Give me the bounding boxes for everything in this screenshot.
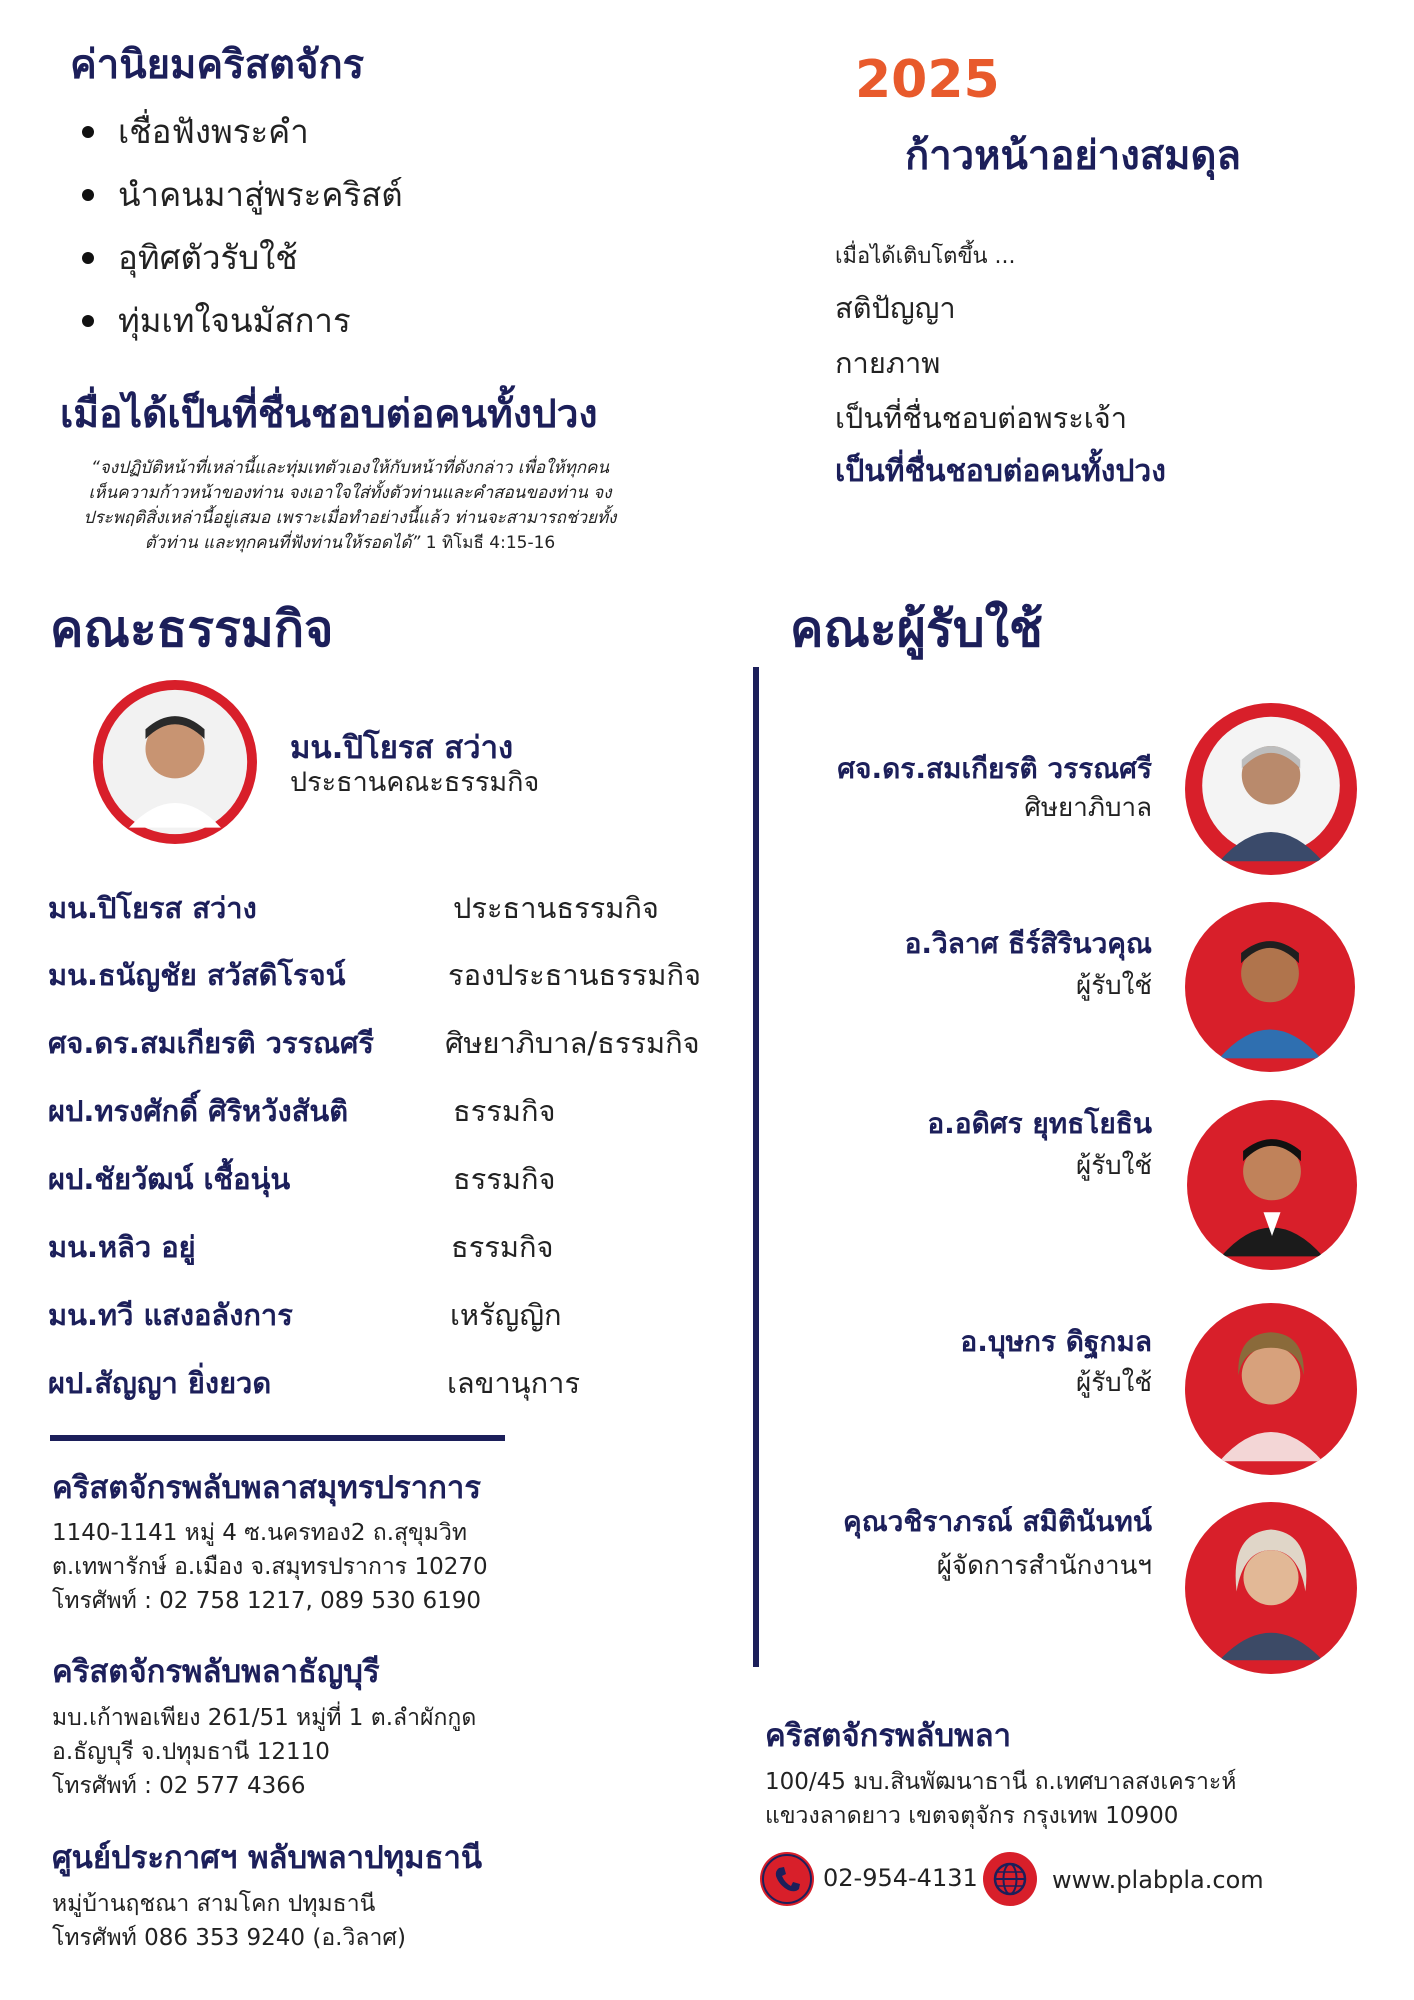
main-church-phone[interactable]: 02-954-4131: [823, 1864, 978, 1892]
branch-address-line: ต.เทพารักษ์ อ.เมือง จ.สมุทรปราการ 10270: [52, 1554, 488, 1580]
quote-line: ตัวท่าน และทุกคนที่ฟังท่านให้รอดได้”: [144, 533, 421, 553]
board-member-role: ธรรมกิจ: [451, 1230, 554, 1264]
staff-member-role: ผู้รับใช้: [1075, 1368, 1152, 1398]
year-label: 2025: [855, 50, 1000, 110]
values-list: [82, 100, 403, 352]
staff-avatar: [1185, 902, 1355, 1072]
board-member-role: เหรัญญิก: [450, 1298, 562, 1332]
branch-name: คริสตจักรพลับพลาธัญบุรี: [52, 1654, 380, 1690]
main-church-name: คริสตจักรพลับพลา: [765, 1718, 1011, 1754]
staff-avatar: [1185, 1303, 1357, 1475]
chair-role: ประธานคณะธรรมกิจ: [290, 767, 540, 798]
quote-line: “จงปฏิบัติหน้าที่เหล่านี้และทุ่มเทตัวเองให้กับหน้าที่ดังกล่าว เพื่อให้ทุกคน: [90, 458, 610, 478]
chair-name: มน.ปิโยรส สว่าง: [290, 730, 514, 766]
staff-avatar: [1185, 703, 1357, 875]
board-member-name: ศจ.ดร.สมเกียรติ วรรณศรี: [48, 1026, 374, 1060]
values-title: ค่านิยมคริสตจักร: [70, 42, 365, 88]
branch-address-line: อ.ธัญบุรี จ.ปทุมธานี 12110: [52, 1739, 330, 1765]
board-member-name: ผป.ทรงศักดิ์ ศิริหวังสันติ: [48, 1094, 349, 1128]
board-member-name: มน.ธนัญชัย สวัสดิโรจน์: [48, 958, 346, 992]
column-divider: [753, 667, 759, 1667]
branch-address-line: มบ.เก้าพอเพียง 261/51 หมู่ที่ 1 ต.ลำผักกูด: [52, 1705, 477, 1731]
motto-title: เมื่อได้เป็นที่ชื่นชอบต่อคนทั้งปวง: [60, 392, 598, 437]
staff-member-role: ศิษยาภิบาล: [1024, 793, 1152, 823]
growth-intro: เมื่อได้เติบโตขึ้น ...: [835, 244, 1016, 269]
section-divider: [50, 1435, 505, 1441]
quote-reference: 1 ทิโมธี 4:15-16: [425, 533, 556, 553]
branch-name: คริสตจักรพลับพลาสมุทรปราการ: [52, 1470, 481, 1506]
board-member-role: ธรรมกิจ: [453, 1162, 556, 1196]
staff-member-role: ผู้รับใช้: [1075, 1151, 1152, 1181]
values-item: นำคนมาสู่พระคริสต์: [82, 163, 403, 226]
quote-line: เห็นความก้าวหน้าของท่าน จงเอาใจใส่ทั้งตัวท่านและคำสอนของท่าน จง: [88, 483, 612, 503]
board-member-role: เลขานุการ: [447, 1366, 581, 1400]
values-item: ทุ่มเทใจนมัสการ: [82, 289, 403, 352]
bible-quote: [50, 456, 650, 556]
branch-address-line: 1140-1141 หมู่ 4 ซ.นครทอง2 ถ.สุขุมวิท: [52, 1520, 468, 1546]
branch-phone: โทรศัพท์ : 02 577 4366: [52, 1773, 306, 1799]
main-church-address-line: แขวงลาดยาว เขตจตุจักร กรุงเทพ 10900: [765, 1803, 1179, 1829]
phone-icon: [760, 1852, 814, 1906]
values-item: อุทิศตัวรับใช้: [82, 226, 403, 289]
growth-item: กายภาพ: [835, 346, 941, 380]
staff-member-role: ผู้จัดการสำนักงานฯ: [936, 1551, 1152, 1581]
staff-member-name: อ.อดิศร ยุทธโยธิน: [927, 1107, 1152, 1140]
globe-icon: [983, 1852, 1037, 1906]
year-theme: ก้าวหน้าอย่างสมดุล: [905, 133, 1242, 179]
board-member-name: ผป.ชัยวัฒน์ เชื้อนุ่น: [48, 1162, 291, 1196]
board-title: คณะธรรมกิจ: [50, 600, 334, 658]
staff-member-name: คุณวชิราภรณ์ สมิตินันทน์: [842, 1505, 1152, 1538]
growth-item: สติปัญญา: [835, 291, 956, 325]
board-member-name: มน.ทวี แสงอลังการ: [48, 1298, 293, 1332]
board-member-role: ศิษยาภิบาล/ธรรมกิจ: [445, 1026, 700, 1060]
staff-member-name: อ.บุษกร ดิฐกมล: [960, 1325, 1152, 1358]
staff-title: คณะผู้รับใช้: [790, 600, 1043, 658]
branch-phone: โทรศัพท์ 086 353 9240 (อ.วิลาศ): [52, 1925, 406, 1951]
quote-line: ประพฤติสิ่งเหล่านี้อยู่เสมอ เพราะเมื่อทำอย่างนี้แล้ว ท่านจะสามารถช่วยทั้ง: [83, 508, 617, 528]
branch-address-line: หมู่บ้านฤชณา สามโคก ปทุมธานี: [52, 1891, 376, 1917]
branch-phone: โทรศัพท์ : 02 758 1217, 089 530 6190: [52, 1588, 482, 1614]
staff-member-name: อ.วิลาศ ธีร์สิรินวคุณ: [904, 927, 1152, 960]
board-member-name: ผป.สัญญา ยิ่งยวด: [48, 1366, 272, 1400]
board-member-role: ธรรมกิจ: [453, 1094, 556, 1128]
board-member-name: มน.ปิโยรส สว่าง: [48, 891, 257, 925]
values-item: เชื่อฟังพระคำ: [82, 100, 403, 163]
growth-final: เป็นที่ชื่นชอบต่อคนทั้งปวง: [835, 454, 1166, 489]
staff-avatar: [1187, 1100, 1357, 1270]
branch-name: ศูนย์ประกาศฯ พลับพลาปทุมธานี: [52, 1840, 483, 1876]
board-member-role: ประธานธรรมกิจ: [453, 891, 659, 925]
board-member-role: รองประธานธรรมกิจ: [448, 958, 702, 992]
main-church-website[interactable]: www.plabpla.com: [1052, 1866, 1264, 1894]
main-church-address-line: 100/45 มบ.สินพัฒนาธานี ถ.เทศบาลสงเคราะห์: [765, 1769, 1237, 1795]
staff-member-role: ผู้รับใช้: [1075, 971, 1152, 1001]
growth-item: เป็นที่ชื่นชอบต่อพระเจ้า: [835, 401, 1127, 435]
staff-member-name: ศจ.ดร.สมเกียรติ วรรณศรี: [837, 752, 1152, 785]
chair-avatar: [93, 680, 257, 844]
board-member-name: มน.หลิว อยู่: [48, 1230, 196, 1264]
staff-avatar: [1185, 1502, 1357, 1674]
